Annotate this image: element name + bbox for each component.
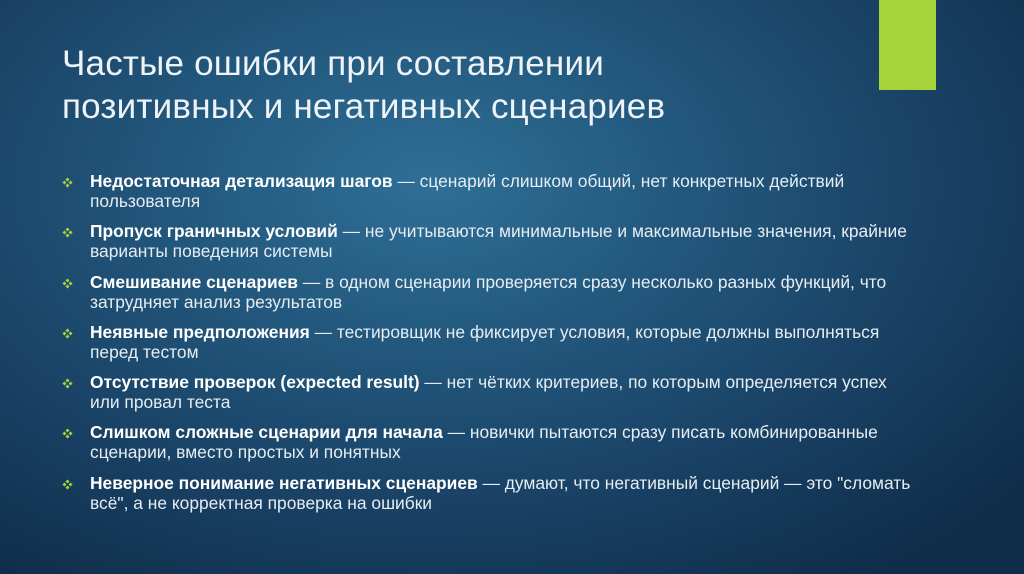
four-diamond-bullet-icon	[62, 378, 73, 389]
bullet-text: — тестировщик не фиксирует условия, которые должны выполняться перед тестом	[90, 321, 880, 362]
bullet-text: — новички пытаются сразу писать комбинированные сценарии, вместо простых и понятных	[90, 422, 878, 463]
four-diamond-bullet-icon	[62, 227, 73, 238]
accent-bar	[879, 0, 936, 90]
bullet-bold-text: Смешивание сценариев	[90, 271, 298, 292]
four-diamond-bullet-icon	[62, 278, 73, 289]
bullet-text: — сценарий слишком общий, нет конкретных действий пользователя	[90, 171, 845, 211]
bullet-item	[62, 272, 912, 312]
four-diamond-bullet-icon	[62, 328, 73, 339]
bullet-item	[62, 422, 912, 462]
bullet-item	[62, 221, 912, 261]
bullet-text: — в одном сценарии проверяется сразу несколько разных функций, что затрудняет анализ результатов	[90, 271, 887, 312]
bullet-bold-text: Неверное понимание негативных сценариев	[90, 472, 478, 493]
bullet-bold-text: Слишком сложные сценарии для начала	[90, 422, 443, 443]
bullet-bold-text: Неявные предположения	[90, 321, 310, 342]
bullet-text: — не учитываются минимальные и максимальные значения, крайние варианты поведения системы	[90, 221, 907, 262]
four-diamond-bullet-icon	[62, 177, 73, 188]
bullet-item	[62, 372, 912, 412]
bullet-text: — думают, что негативный сценарий — это "сломать всё", а не корректная проверка на ошибки	[90, 472, 911, 513]
bullet-list	[62, 171, 912, 523]
accent-bar-fill	[879, 0, 936, 90]
slide-title	[62, 42, 852, 128]
bullet-text: — нет чётких критериев, по которым определяется успех или провал теста	[90, 372, 887, 413]
bullet-item	[62, 473, 912, 513]
slide-title-line-1: Частые ошибки при составлении	[62, 44, 604, 83]
four-diamond-bullet-icon	[62, 428, 73, 439]
bullet-bold-text: Недостаточная детализация шагов	[90, 171, 393, 191]
slide-title-line-2: позитивных и негативных сценариев	[62, 87, 666, 126]
four-diamond-bullet-icon	[62, 479, 73, 490]
bullet-bold-text: Отсутствие проверок (expected result)	[90, 372, 420, 393]
bullet-bold-text: Пропуск граничных условий	[90, 221, 338, 242]
bullet-item	[62, 171, 912, 211]
bullet-item	[62, 322, 912, 362]
